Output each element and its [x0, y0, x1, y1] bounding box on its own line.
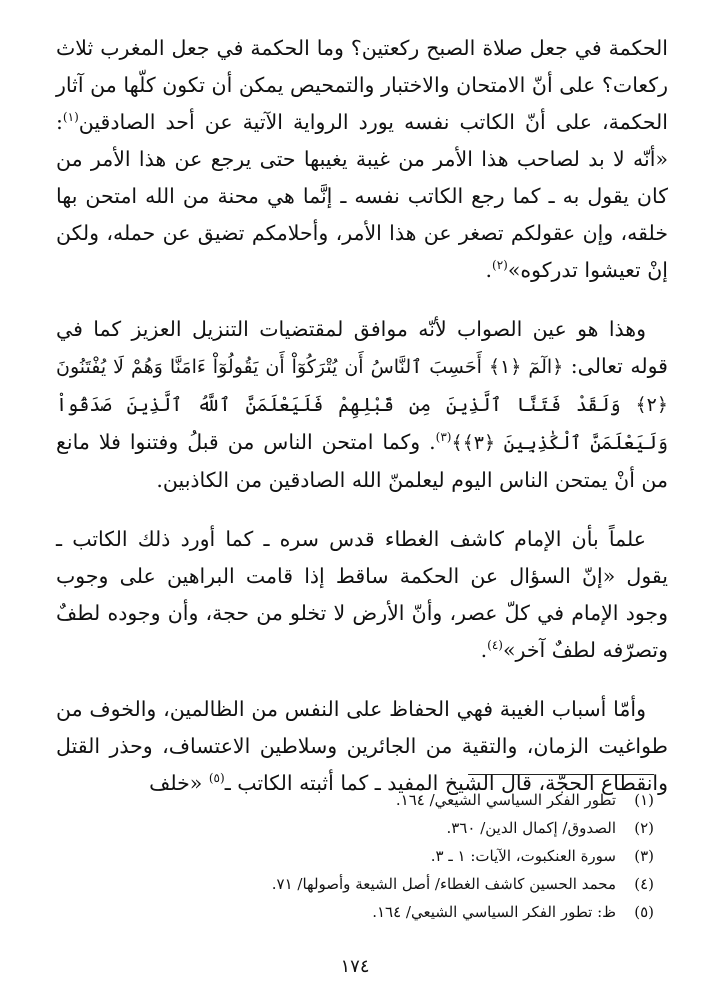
paragraph-3 — [56, 521, 668, 669]
footnote-number: (٤) — [634, 875, 654, 893]
paragraph-1 — [56, 30, 668, 289]
footnote-number: (٢) — [634, 819, 654, 837]
paragraph-4-text-2: «خلف — [149, 771, 209, 795]
paragraph-2 — [56, 311, 668, 499]
footnote-text: الصدوق/ إكمال الدين/ ٣٦٠. — [446, 819, 616, 837]
footnote-text: تطور الفكر السياسي الشيعي/ ١٦٤. — [395, 791, 616, 809]
footnote-item — [94, 814, 654, 842]
footnote-number: (٣) — [634, 847, 654, 865]
footnote-number: (١) — [634, 791, 654, 809]
footnote-item — [94, 870, 654, 898]
footnote-ref-1[interactable]: (١) — [62, 110, 79, 125]
footnote-divider — [468, 774, 654, 775]
page-body — [56, 30, 668, 824]
page-number: ١٧٤ — [340, 956, 370, 977]
paragraph-1-text-3: . — [485, 258, 493, 282]
footnote-number: (٥) — [634, 903, 654, 921]
paragraph-1-text: الحكمة في جعل صلاة الصبح ركعتين؟ وما الحكمة في جعل المغرب ثلاث ركعات؟ على أنّ الامتحان والاختبار والتمحيص يمكن أن تكون كلّها من آثار الحكمة، على أنّ الكاتب نفسه يورد الرواية الآتية عن أحد الصادقين — [56, 36, 668, 134]
paragraph-2-text-2: . وكما امتحن الناس من قبلُ وفتنوا فلا مانع من أنْ يمتحن الناس اليوم ليعلمنّ الله الصادقين من الكاذبين. — [56, 430, 668, 492]
footnote-item — [94, 898, 654, 926]
footnote-text: ظ: تطور الفكر السياسي الشيعي/ ١٦٤. — [372, 903, 616, 921]
paragraph-4-text: وأمّا أسباب الغيبة فهي الحفاظ على النفس من الظالمين، والخوف من طواغيت الزمان، والتقية من الجائرين وسلاطين الاعتساف، وحذر القتل وانقطاع الحجّة، قال الشيخ المفيد ـ كما أثبته الكاتب ـ — [56, 697, 668, 795]
footnote-item — [94, 842, 654, 870]
footnote-ref-5[interactable]: (٥) — [208, 771, 225, 786]
quran-verse: ﴿الٓمٓ ﴿١﴾ أَحَسِبَ ٱلنَّاسُ أَن يُتْرَكُوٓاْ أَن يَقُولُوٓاْ ءَامَنَّا وَهُمْ لَا يُفْتَنُونَ ﴿٢﴾ وَلَقَدْ فَتَنَّا ٱلَّذِينَ مِن قَبْلِهِمْ فَلَيَعْلَمَنَّ ٱللَّهُ ٱلَّذِينَ صَدَقُواْ وَلَيَعْلَمَنَّ ٱلْكَٰذِبِينَ ﴿٣﴾﴾ — [56, 356, 668, 454]
footnote-ref-3[interactable]: (٣) — [435, 430, 452, 445]
footnote-ref-4[interactable]: (٤) — [487, 638, 503, 653]
footnotes — [94, 786, 654, 926]
footnote-text: سورة العنكبوت، الآيات: ١ ـ ٣. — [430, 847, 616, 865]
footnote-text: محمد الحسين كاشف الغطاء/ أصل الشيعة وأصولها/ ٧١. — [271, 875, 616, 893]
footnote-ref-2[interactable]: (٢) — [492, 258, 508, 273]
paragraph-2-text: وهذا هو عين الصواب لأنّه موافق لمقتضيات التنزيل العزيز كما في قوله تعالى: — [56, 317, 668, 378]
footnote-item — [94, 786, 654, 814]
paragraph-1-text-2: : «أنّه لا بد لصاحب هذا الأمر من غيبة يغيبها حتى يرجع عن هذا الأمر من كان يقول به ـ كما رجع الكاتب نفسه ـ إنَّما هي محنة من الله امتحن بها خلقه، وإن عقولكم تصغر عن هذا الأمر، وأحلامكم تضيق عن حمله، ولكن إنْ تعيشوا تدركوه» — [56, 110, 668, 282]
paragraph-3-text: علماً بأن الإمام كاشف الغطاء قدس سره ـ كما أورد ذلك الكاتب ـ يقول «إنّ السؤال عن الحكمة ساقط إذا قامت البراهين على وجوب وجود الإمام في كلّ عصر، وأنّ الأرض لا تخلو من حجة، وأن وجوده لطفٌ وتصرّفه لطفٌ آخر» — [56, 527, 668, 662]
paragraph-3-text-2: . — [480, 638, 488, 662]
